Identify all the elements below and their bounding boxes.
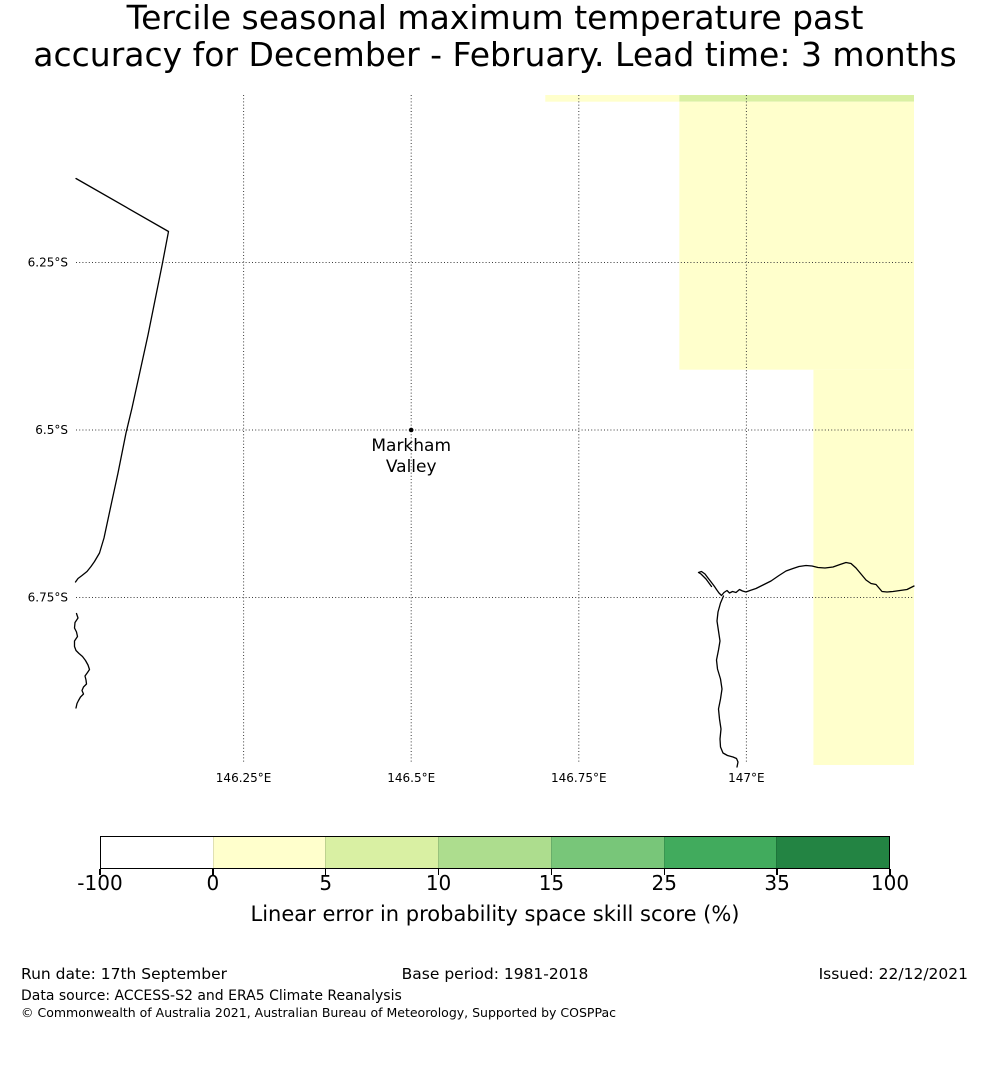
colorbar-segment-6 <box>776 837 889 868</box>
colorbar-tick-label: 15 <box>538 871 565 895</box>
y-tick-label: 6.5°S <box>35 423 68 437</box>
colorbar-tick-label: 35 <box>764 871 790 895</box>
skill-cell <box>679 102 914 370</box>
x-tick-label: 146.75°E <box>551 771 607 785</box>
page-title-line1: Tercile seasonal maximum temperature past <box>126 0 864 37</box>
footer-run-date: Run date: 17th September <box>21 965 227 983</box>
coastline-path <box>75 614 90 709</box>
colorbar-tick-label: 100 <box>870 871 910 895</box>
skill-cell <box>545 95 679 102</box>
footer-data-source: Data source: ACCESS-S2 and ERA5 Climate Reanalysis <box>21 988 402 1004</box>
colorbar-tick-label: -100 <box>77 871 123 895</box>
colorbar-tick-label: 25 <box>651 871 678 895</box>
y-tick-label: 6.25°S <box>27 255 68 270</box>
colorbar-segment-5 <box>664 837 777 868</box>
location-marker-dot <box>409 428 414 433</box>
colorbar <box>100 836 890 869</box>
y-tick-label: 6.75°S <box>27 590 68 605</box>
colorbar-segment-0 <box>101 837 213 868</box>
skill-cell <box>679 95 914 102</box>
x-tick-label: 146.5°E <box>387 771 436 785</box>
footer-copyright: © Commonwealth of Australia 2021, Australian Bureau of Meteorology, Supported by COSPPac <box>21 1005 616 1020</box>
colorbar-tick-label: 5 <box>319 871 333 895</box>
colorbar-segment-1 <box>213 837 326 868</box>
colorbar-segment-4 <box>551 837 664 868</box>
footer-base-period: Base period: 1981-2018 <box>401 965 589 983</box>
coastline-path <box>76 179 169 583</box>
x-tick-label: 147°E <box>728 771 765 785</box>
x-tick-label: 146.25°E <box>215 771 272 785</box>
location-marker-label: Markham <box>371 436 452 456</box>
colorbar-tick-label: 0 <box>206 871 220 895</box>
colorbar-segment-3 <box>438 837 551 868</box>
page-title-line2: accuracy for December - February. Lead time: 3 months <box>33 34 957 74</box>
river-path <box>717 596 739 767</box>
footer-issued: Issued: 22/12/2021 <box>818 965 968 983</box>
colorbar-segment-2 <box>325 837 438 868</box>
colorbar-axis-label: Linear error in probability space skill score (%) <box>250 902 740 926</box>
colorbar-tick-label: 10 <box>425 871 452 895</box>
location-marker-label: Valley <box>385 457 437 477</box>
